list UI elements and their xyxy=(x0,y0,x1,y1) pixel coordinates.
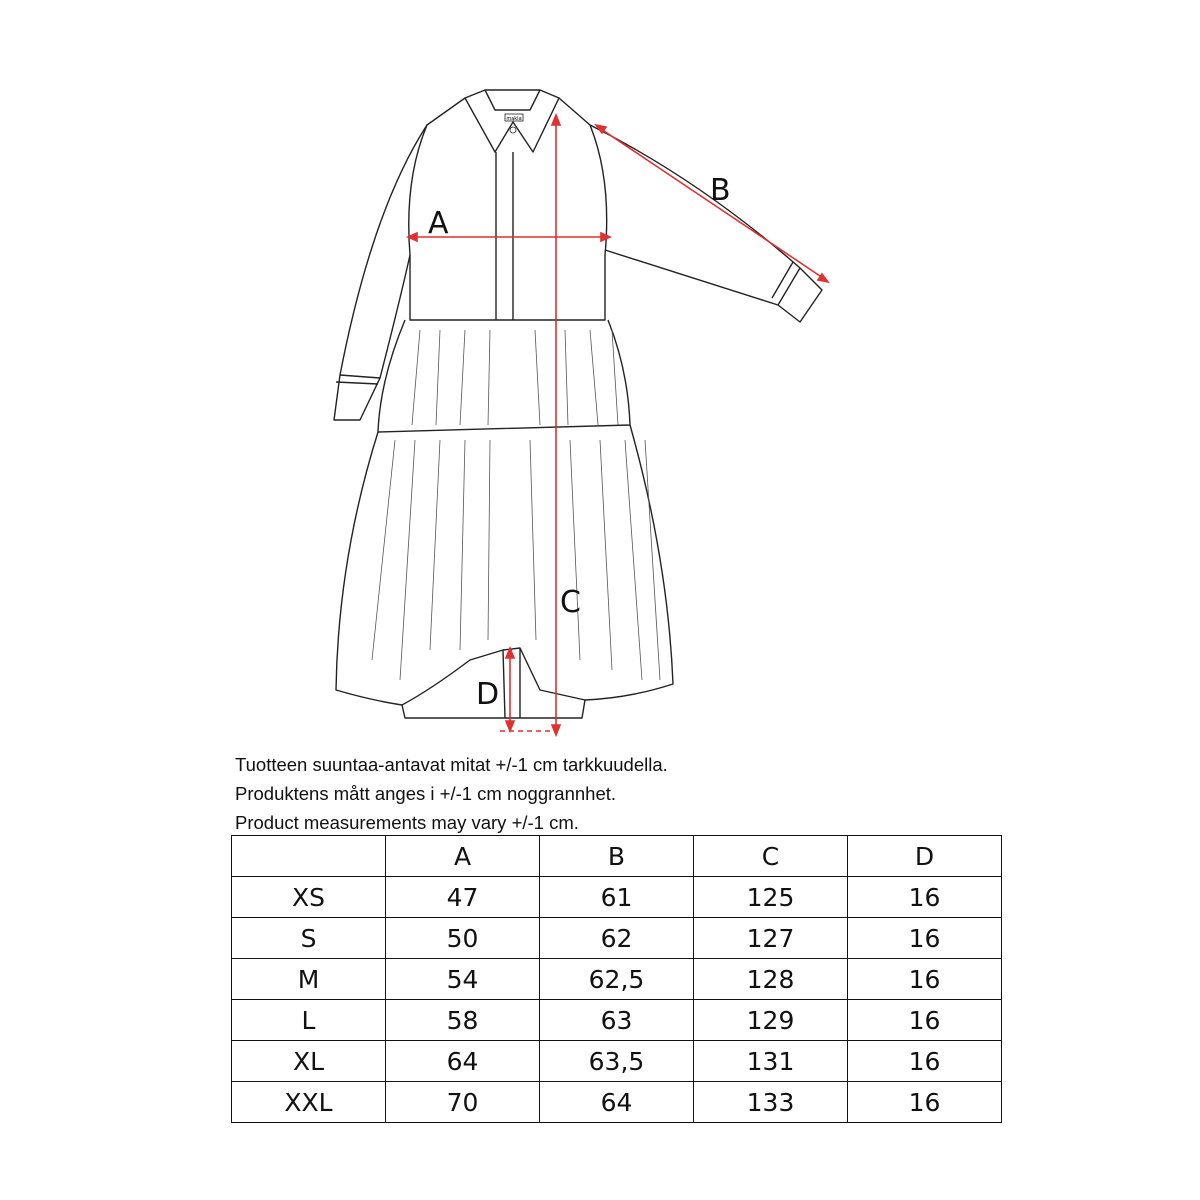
note-swedish: Produktens mått anges i +/-1 cm noggrannhet. xyxy=(235,783,617,804)
placket xyxy=(496,152,513,320)
measurement-notes xyxy=(235,750,668,837)
gathers xyxy=(372,330,660,680)
table-row xyxy=(232,1000,1002,1041)
label-a: A xyxy=(428,206,449,241)
size-label: XL xyxy=(232,1041,386,1082)
left-cuff xyxy=(336,375,380,384)
header-cell-a: A xyxy=(386,836,540,877)
cell-a: 64 xyxy=(386,1041,540,1082)
table-row xyxy=(232,877,1002,918)
cell-d: 16 xyxy=(848,959,1002,1000)
cell-c: 133 xyxy=(694,1082,848,1123)
cell-d: 16 xyxy=(848,1041,1002,1082)
cell-a: 54 xyxy=(386,959,540,1000)
cell-c: 127 xyxy=(694,918,848,959)
cell-d: 16 xyxy=(848,1082,1002,1123)
cell-b: 64 xyxy=(540,1082,694,1123)
cell-b: 62,5 xyxy=(540,959,694,1000)
cell-d: 16 xyxy=(848,877,1002,918)
cell-a: 50 xyxy=(386,918,540,959)
brand-tag-text: makia xyxy=(506,116,522,122)
cell-b: 63 xyxy=(540,1000,694,1041)
table-header-row xyxy=(232,836,1002,877)
collar-band xyxy=(485,90,540,110)
table-row xyxy=(232,918,1002,959)
size-label: M xyxy=(232,959,386,1000)
right-cuff xyxy=(772,262,800,305)
cell-a: 58 xyxy=(386,1000,540,1041)
cell-c: 128 xyxy=(694,959,848,1000)
note-finnish: Tuotteen suuntaa-antavat mitat +/-1 cm tarkkuudella. xyxy=(235,754,668,775)
cell-c: 125 xyxy=(694,877,848,918)
size-label: XS xyxy=(232,877,386,918)
size-label: XXL xyxy=(232,1082,386,1123)
size-table xyxy=(231,835,1002,1123)
cell-c: 131 xyxy=(694,1041,848,1082)
table-row xyxy=(232,959,1002,1000)
header-cell-d: D xyxy=(848,836,1002,877)
cell-b: 62 xyxy=(540,918,694,959)
label-c: C xyxy=(560,585,581,620)
table-row xyxy=(232,1041,1002,1082)
note-english: Product measurements may vary +/-1 cm. xyxy=(235,812,579,833)
size-label: L xyxy=(232,1000,386,1041)
label-b: B xyxy=(710,173,731,208)
cell-a: 47 xyxy=(386,877,540,918)
cell-d: 16 xyxy=(848,1000,1002,1041)
label-d: D xyxy=(476,677,500,712)
cell-c: 129 xyxy=(694,1000,848,1041)
header-cell-b: B xyxy=(540,836,694,877)
cell-d: 16 xyxy=(848,918,1002,959)
cell-a: 70 xyxy=(386,1082,540,1123)
header-cell-c: C xyxy=(694,836,848,877)
cell-b: 63,5 xyxy=(540,1041,694,1082)
cell-b: 61 xyxy=(540,877,694,918)
button xyxy=(510,127,516,133)
header-cell-corner xyxy=(232,836,386,877)
size-label: S xyxy=(232,918,386,959)
table-row xyxy=(232,1082,1002,1123)
right-sleeve xyxy=(590,125,822,322)
